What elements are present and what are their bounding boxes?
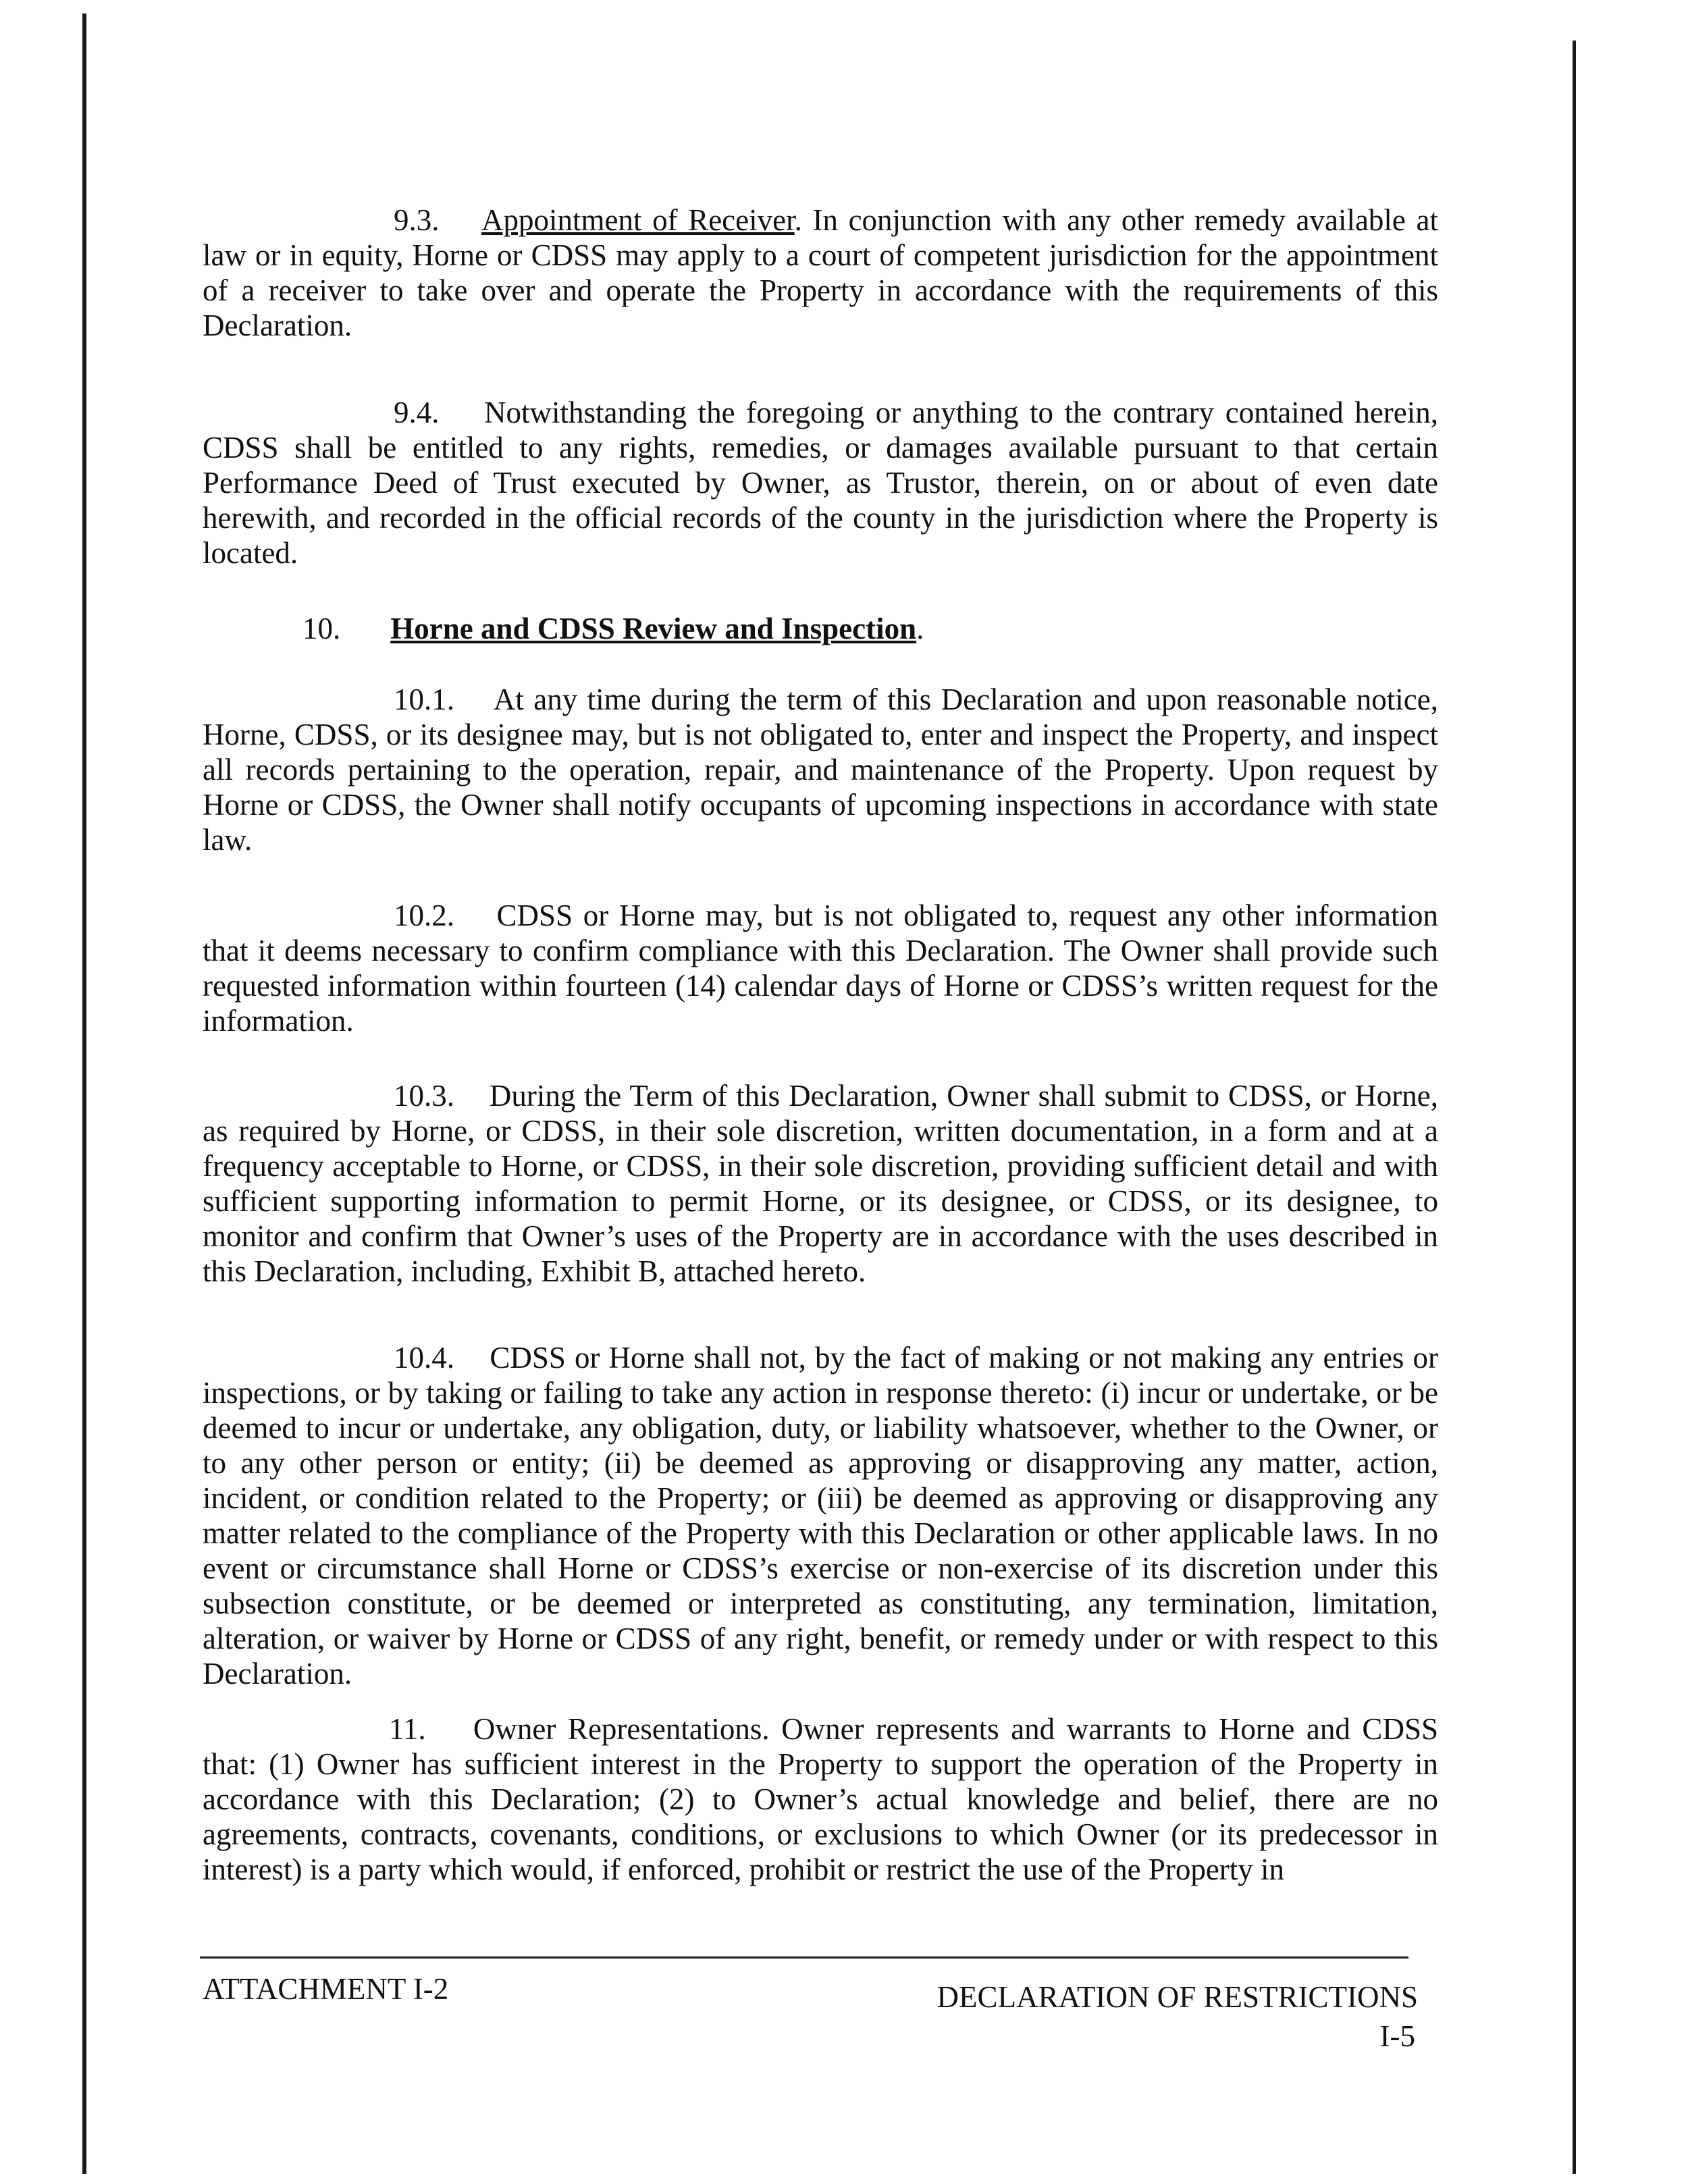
section-9-3: [203, 203, 1438, 343]
footer-attachment-label: ATTACHMENT I-2: [203, 1972, 449, 2006]
section-10-3: [203, 1078, 1438, 1289]
section-text: During the Term of this Declaration, Owner shall submit to CDSS, or Horne, as required by Horne, or CDSS, in their sole discretion, written documentation, in a form and at a frequency acceptable to Horne, or CDSS, in their sole discretion, providing sufficient detail and with sufficient supporting information to permit Horne, or its designee, or CDSS, or its designee, to monitor and confirm that Owner’s uses of the Property are in accordance with the uses described in this Declaration, including, Exhibit B, attached hereto.: [203, 1079, 1438, 1288]
section-10-heading: [302, 611, 924, 646]
section-10-1: [203, 682, 1438, 857]
section-title: Appointment of Receiver: [481, 203, 795, 237]
footer-document-title: DECLARATION OF RESTRICTIONS: [937, 1980, 1418, 2014]
section-text: At any time during the term of this Declaration and upon reasonable notice, Horne, CDSS, or its designee may, but is not obligated to, enter and inspect the Property, and inspect all records pertaining to the operation, repair, and maintenance of the Property. Upon request by Horne or CDSS, the Owner shall notify occupants of upcoming inspections in accordance with state law.: [203, 683, 1438, 857]
page-number: I-5: [1379, 2019, 1415, 2053]
heading-period: .: [916, 612, 924, 645]
section-text: . In conjunction with any other remedy available at law or in equity, Horne or CDSS may apply to a court of competent jurisdiction for the appointment of a receiver to take over and operate the Property in accordance with the requirements of this Declaration.: [203, 203, 1438, 342]
scan-edge-left: [82, 14, 86, 2174]
section-text: CDSS or Horne shall not, by the fact of making or not making any entries or inspections, or by taking or failing to take any action in response thereto: (i) incur or undertake, or be deemed to incur or undertake, any obligation, duty, or liability whatsoever, whether to the Owner, or to any other person or entity; (ii) be deemed as approving or disapproving any matter, action, incident, or condition related to the Property; or (iii) be deemed as approving or disapproving any matter related to the compliance of the Property with this Declaration or other applicable laws. In no event or circumstance shall Horne or CDSS’s exercise or non-exercise of its discretion under this subsection constitute, or be deemed or interpreted as constituting, any termination, limitation, alteration, or waiver by Horne or CDSS of any right, benefit, or remedy under or with respect to this Declaration.: [203, 1341, 1439, 1690]
section-number: 10.: [302, 612, 341, 645]
section-number: 9.3.: [394, 203, 440, 237]
scan-edge-right: [1573, 41, 1576, 2174]
section-text: CDSS or Horne may, but is not obligated to, request any other information that it deems necessary to confirm compliance with this Declaration. The Owner shall provide such requested information within fourteen (14) calendar days of Horne or CDSS’s written request for the information.: [203, 899, 1438, 1038]
section-text: Notwithstanding the foregoing or anything to the contrary contained herein, CDSS shall be entitled to any rights, remedies, or damages available pursuant to that certain Performance Deed of Trust executed by Owner, as Trustor, therein, on or about of even date herewith, and recorded in the official records of the county in the jurisdiction where the Property is located.: [203, 396, 1438, 570]
section-10-4: [203, 1340, 1438, 1691]
section-9-4: [203, 395, 1438, 570]
section-number: 11.: [389, 1712, 426, 1746]
section-10-2: [203, 898, 1438, 1038]
section-number: 10.2.: [394, 899, 454, 932]
section-11: [203, 1711, 1438, 1887]
section-number: 10.3.: [394, 1079, 454, 1113]
section-title: Horne and CDSS Review and Inspection: [390, 612, 917, 645]
section-number: 9.4.: [394, 396, 440, 429]
section-number: 10.1.: [394, 683, 454, 716]
footer-rule: [200, 1956, 1408, 1959]
section-number: 10.4.: [394, 1341, 454, 1375]
section-text: Owner Representations. Owner represents and warrants to Horne and CDSS that: (1) Owner has sufficient interest in the Property to support the operation of the Property in accordance with this Declaration; (2) to Owner’s actual knowledge and belief, there are no agreements, contracts, covenants, conditions, or exclusions to which Owner (or its predecessor in interest) is a party which would, if enforced, prohibit or restrict the use of the Property in: [203, 1712, 1438, 1886]
